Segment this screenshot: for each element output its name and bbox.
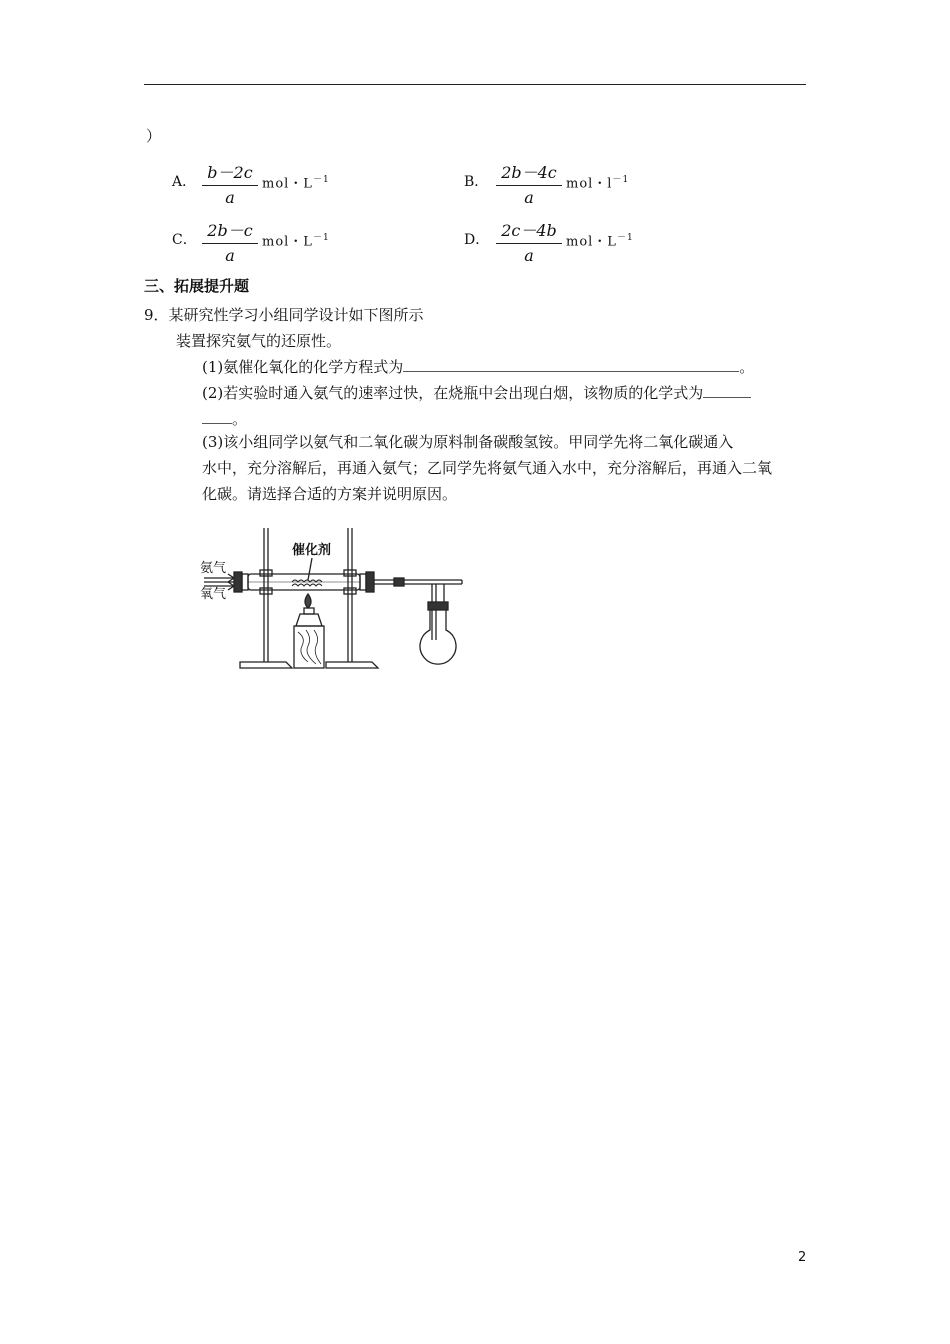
- apparatus-diagram: [196, 522, 476, 678]
- q9-part2: [202, 383, 751, 403]
- option-a-unit: [262, 172, 330, 191]
- right-flange: [360, 574, 366, 590]
- option-b-unit-exp: －1: [612, 175, 630, 185]
- rubber-joint: [394, 578, 404, 586]
- option-b-denominator: a: [524, 188, 534, 207]
- option-d-unit-text: mol・L: [566, 234, 617, 250]
- option-d-label: D．: [464, 232, 490, 248]
- catalyst-leader: [308, 558, 312, 580]
- q9-part2-cont: [202, 409, 247, 429]
- flask: [420, 610, 456, 664]
- q9-part1-text: (1)氨催化氧化的化学方程式为: [202, 358, 404, 376]
- option-c-unit-exp: －1: [312, 233, 330, 243]
- q9-part1: [202, 357, 754, 377]
- closing-paren: ）: [146, 127, 162, 145]
- option-d-unit: [566, 230, 634, 249]
- option-a-unit-text: mol・L: [262, 176, 313, 192]
- oxygen-label: 氧气: [200, 587, 227, 602]
- q9-part2-answer-blank[interactable]: [703, 383, 751, 398]
- right-stopper: [366, 572, 374, 592]
- catalyst-bed: [292, 580, 322, 586]
- option-b-fraction: [496, 160, 562, 207]
- header-rule: [144, 84, 806, 85]
- option-b-label: B．: [464, 174, 489, 190]
- option-c-denominator: a: [225, 246, 235, 265]
- option-d-denominator: a: [524, 246, 534, 265]
- left-stand: [240, 528, 292, 668]
- left-stopper: [234, 572, 242, 592]
- option-c-unit-text: mol・L: [262, 234, 313, 250]
- q9-part3-line2: 水中，充分溶解后，再通入氨气；乙同学先将氨气通入水中，充分溶解后，再通入二氧: [202, 459, 773, 477]
- option-a-numerator: b－2c: [202, 160, 258, 186]
- option-c-fraction: [202, 218, 258, 265]
- flask-stopper: [428, 602, 448, 610]
- q9-part3-line3: 化碳。请选择合适的方案并说明原因。: [202, 485, 458, 503]
- ammonia-label: 氨气: [200, 561, 227, 576]
- option-a-fraction: [202, 160, 258, 207]
- option-d-fraction: [496, 218, 562, 265]
- option-b-unit-text: mol・l: [566, 176, 613, 192]
- q9-part1-answer-blank[interactable]: [403, 357, 739, 372]
- option-a-label: A．: [172, 174, 197, 190]
- section-heading: 三、拓展提升题: [144, 277, 250, 295]
- q9-part2-answer-blank-cont[interactable]: [202, 409, 232, 424]
- option-c-numerator: 2b－c: [202, 218, 258, 244]
- q9-part3-line1: (3)该小组同学以氨气和二氧化碳为原料制备碳酸氢铵。甲同学先将二氧化碳通入: [202, 433, 734, 451]
- alcohol-lamp: [296, 594, 322, 626]
- option-b-unit: [566, 172, 629, 191]
- catalyst-label: 催化剂: [292, 543, 332, 558]
- page-number: 2: [798, 1250, 807, 1265]
- option-b-numerator: 2b－4c: [496, 160, 562, 186]
- q9-part1-end: 。: [739, 358, 755, 376]
- left-flange: [242, 574, 248, 590]
- q9-part2-end: 。: [232, 410, 248, 428]
- q9-intro-line2: 装置探究氨气的还原性。: [176, 332, 342, 350]
- option-a-denominator: a: [225, 188, 235, 207]
- wooden-block: [294, 626, 324, 668]
- option-d-unit-exp: －1: [616, 233, 634, 243]
- option-d-numerator: 2c－4b: [496, 218, 562, 244]
- option-c-label: C．: [172, 232, 197, 248]
- right-stand: [326, 528, 378, 668]
- option-a-unit-exp: －1: [312, 175, 330, 185]
- option-c-unit: [262, 230, 330, 249]
- q9-part2-text: (2)若实验时通入氨气的速率过快，在烧瓶中会出现白烟，该物质的化学式为: [202, 384, 704, 402]
- q9-intro-line1: 9．某研究性学习小组同学设计如下图所示: [144, 306, 424, 324]
